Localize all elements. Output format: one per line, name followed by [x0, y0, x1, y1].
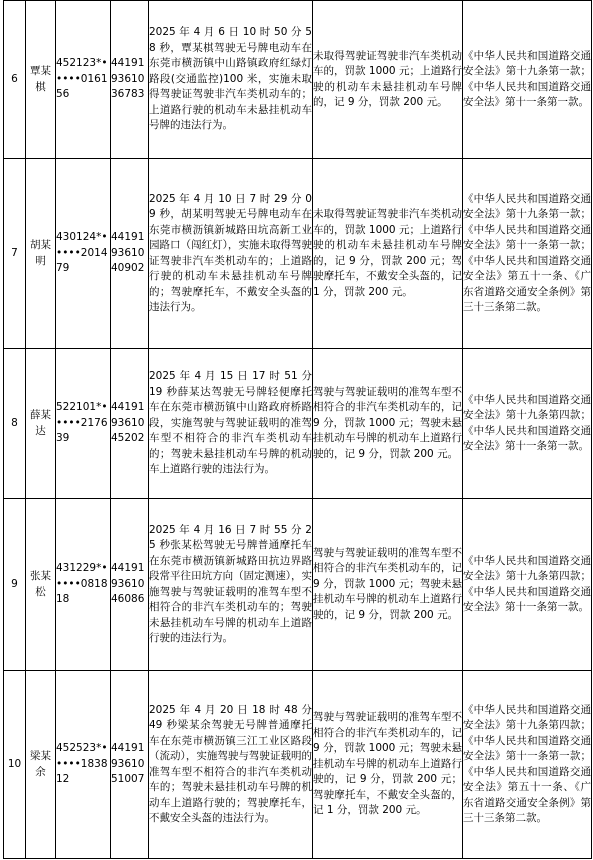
- legal-basis: 《中华人民共和国道路交通安全法》第十九条第四款；《中华人民共和国道路交通安全法》第十一条第一款；《中华人民共和国道路交通安全法》第五十一条、《广东省道路交通安全条例》第三十三条第二款。: [463, 671, 592, 859]
- table-row: [4, 1, 592, 159]
- legal-basis: 《中华人民共和国道路交通安全法》第十九条第四款；《中华人民共和国道路交通安全法》第十一条第一款。: [463, 349, 592, 499]
- person-name: 覃某棋: [26, 1, 56, 159]
- row-number: 6: [4, 1, 26, 159]
- id-number: 431229*•••••081818: [56, 499, 111, 671]
- violation-description: 2025 年 4 月 15 日 17 时 51 分 19 秒薛某达驾驶无号牌轻便摩托车在东莞市横沥镇中山路政府桥路段，实施驾驶与驾驶证载明的准驾车型不相符合的非汽车类机动车的；驾驶未悬挂机动车号牌的机动车上道路行驶的违法行为。: [149, 349, 313, 499]
- table-row: [4, 499, 592, 671]
- violation-description: 2025 年 4 月 16 日 7 时 55 分 25 秒张某松驾驶无号牌普通摩托车在东莞市横沥镇新城路田抗边界路段常平往田坑方向（固定测速），实施驾驶与驾驶证载明的准驾车型不相符合的非汽车类机动车的；驾驶未悬挂机动车号牌的机动车上道路行驶的违法行为。: [149, 499, 313, 671]
- legal-basis: 《中华人民共和国道路交通安全法》第十九条第一款；《中华人民共和国道路交通安全法》第十一条第一款。: [463, 1, 592, 159]
- violation-description: 2025 年 4 月 6 日 10 时 50 分 58 秒，覃某棋驾驶无号牌电动车在东莞市横沥镇中山路镇政府红绿灯路段(交通监控)100 米，实施未取得驾驶证驾驶非汽车类机动车的；上道路行驶的机动车未悬挂机动车号牌的违法行为。: [149, 1, 313, 159]
- table-row: [4, 671, 592, 859]
- table-row: [4, 159, 592, 349]
- penalty-text: 驾驶与驾驶证载明的准驾车型不相符合的非汽车类机动车的，记 9 分，罚款 1000 元；驾驶未悬挂机动车号牌的机动车上道路行驶的，记 9 分，罚款 200 元。: [313, 499, 463, 671]
- person-name: 胡某明: [26, 159, 56, 349]
- case-number: 441919361040902: [111, 159, 149, 349]
- person-name: 梁某余: [26, 671, 56, 859]
- case-number: 441919361036783: [111, 1, 149, 159]
- legal-basis: 《中华人民共和国道路交通安全法》第十九条第一款；《中华人民共和国道路交通安全法》第十一条第一款；《中华人民共和国道路交通安全法》第五十一条、《广东省道路交通安全条例》第三十三条第二款。: [463, 159, 592, 349]
- person-name: 张某松: [26, 499, 56, 671]
- violation-description: 2025 年 4 月 20 日 18 时 48 分 49 秒梁某余驾驶无号牌普通摩托车在东莞市横沥镇三江工业区路段（流动），实施驾驶与驾驶证载明的准驾车型不相符合的非汽车类机动车的；驾驶未悬挂机动车号牌的机动车上道路行驶的；驾驶摩托车，不戴安全头盔的违法行为。: [149, 671, 313, 859]
- row-number: 10: [4, 671, 26, 859]
- row-number: 8: [4, 349, 26, 499]
- row-number: 9: [4, 499, 26, 671]
- table-row: [4, 349, 592, 499]
- legal-basis: 《中华人民共和国道路交通安全法》第十九条第四款；《中华人民共和国道路交通安全法》第十一条第一款。: [463, 499, 592, 671]
- violation-description: 2025 年 4 月 10 日 7 时 29 分 09 秒，胡某明驾驶无号牌电动车在东莞市横沥镇新城路田坑高新工业园路口（闯红灯），实施未取得驾驶证驾驶非汽车类机动车的；上道路行驶的机动车未悬挂机动车号牌的；驾驶摩托车，不戴安全头盔的违法行为。: [149, 159, 313, 349]
- penalty-text: 未取得驾驶证驾驶非汽车类机动车的，罚款 1000 元；上道路行驶的机动车未悬挂机动车号牌的，记 9 分，罚款 200 元；驾驶摩托车，不戴安全头盔的，记 1 分，罚款 200 元。: [313, 159, 463, 349]
- person-name: 薛某达: [26, 349, 56, 499]
- id-number: 452123*•••••016156: [56, 1, 111, 159]
- case-number: 441919361046086: [111, 499, 149, 671]
- case-number: 441919361051007: [111, 671, 149, 859]
- id-number: 452523*•••••183812: [56, 671, 111, 859]
- case-number: 441919361045202: [111, 349, 149, 499]
- id-number: 430124*•••••201479: [56, 159, 111, 349]
- row-number: 7: [4, 159, 26, 349]
- id-number: 522101*•••••217639: [56, 349, 111, 499]
- penalty-text: 驾驶与驾驶证载明的准驾车型不相符合的非汽车类机动车的，记 9 分，罚款 1000 元；驾驶未悬挂机动车号牌的机动车上道路行驶的，记 9 分，罚款 200 元；驾驶摩托车，不戴安全头盔的，记 1 分，罚款 200 元。: [313, 671, 463, 859]
- violations-table: [3, 0, 592, 859]
- penalty-text: 驾驶与驾驶证载明的准驾车型不相符合的非汽车类机动车的，记 9 分，罚款 1000 元；驾驶未悬挂机动车号牌的机动车上道路行驶的，记 9 分，罚款 200 元。: [313, 349, 463, 499]
- penalty-text: 未取得驾驶证驾驶非汽车类机动车的，罚款 1000 元；上道路行驶的机动车未悬挂机动车号牌的，记 9 分，罚款 200 元。: [313, 1, 463, 159]
